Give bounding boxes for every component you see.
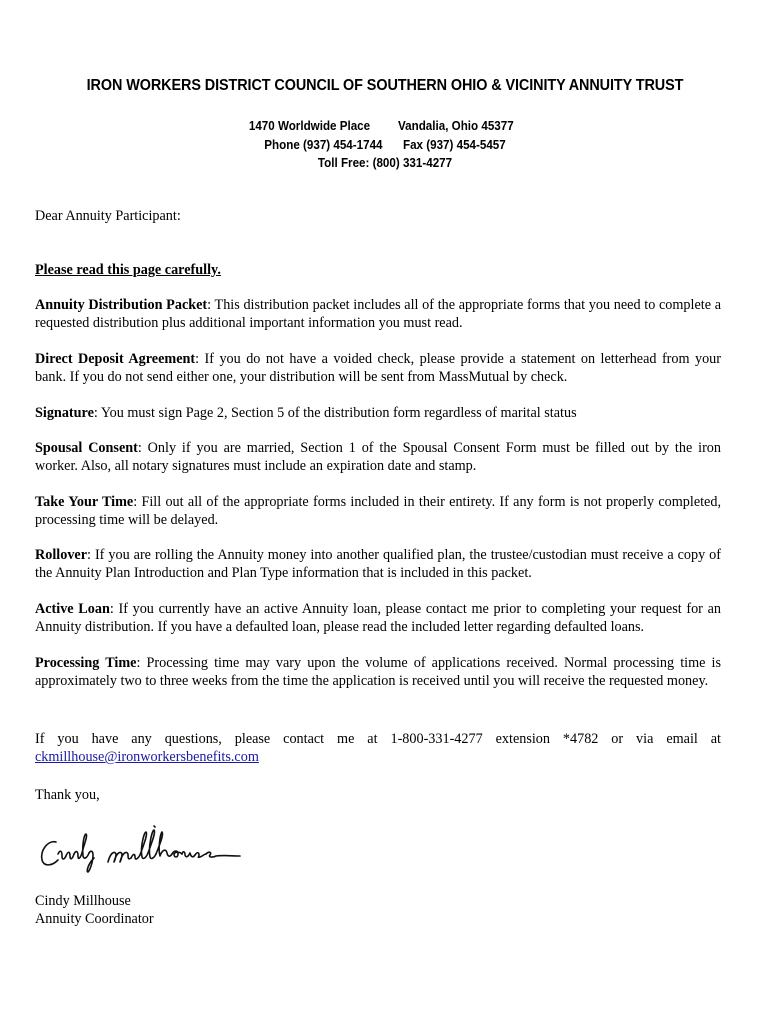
contact-paragraph	[35, 730, 721, 766]
greeting: Dear Annuity Participant:	[35, 208, 181, 224]
paragraph-text: : If you currently have an active Annuity loan, please contact me prior to completing your request for an Annuity distribution. If you have a defaulted loan, please read the included letter regarding defaulted loans.	[35, 601, 721, 635]
paragraph-take-your-time	[35, 493, 721, 529]
email-link[interactable]: ckmillhouse@ironworkersbenefits.com	[35, 749, 259, 765]
paragraph-active-loan	[35, 600, 721, 636]
paragraph-text: : This distribution packet includes all of the appropriate forms that you need to complete a requested distribution plus additional important information you must read.	[35, 297, 721, 331]
paragraph-term: Spousal Consent	[35, 440, 138, 456]
paragraph-text: : If you do not have a voided check, please provide a statement on letterhead from your bank. If you do not send either one, your distribution will be sent from MassMutual by check.	[35, 351, 721, 385]
closing: Thank you,	[35, 787, 100, 803]
fax-number: Fax (937) 454-5457	[402, 138, 506, 152]
paragraph-term: Take Your Time	[35, 494, 134, 510]
paragraph-spousal-consent	[35, 439, 721, 475]
paragraph-term: Rollover	[35, 547, 88, 563]
paragraph-text: : If you are rolling the Annuity money into another qualified plan, the trustee/custodian must receive a copy of the Annuity Plan Introduction and Plan Type information that is included in this packet.	[35, 547, 721, 581]
trust-title: IRON WORKERS DISTRICT COUNCIL OF SOUTHERN OHIO & VICINITY ANNUITY TRUST	[86, 77, 684, 94]
city-address: Vandalia, Ohio 45377	[398, 119, 514, 133]
paragraph-text: : Only if you are married, Section 1 of the Spousal Consent Form must be filled out by the iron worker. Also, all notary signatures must include an expiration date and stamp.	[35, 440, 721, 474]
paragraph-direct-deposit	[35, 350, 721, 386]
paragraph-text: : You must sign Page 2, Section 5 of the distribution form regardless of marital status	[93, 405, 577, 421]
paragraph-text: : Processing time may vary upon the volume of applications received. Normal processing time is approximately two to three weeks from the time the application is received until you will receive the requested money.	[35, 655, 721, 689]
paragraph-term: Processing Time	[35, 655, 137, 671]
paragraph-term: Direct Deposit Agreement	[35, 351, 196, 367]
paragraph-distribution-packet	[35, 296, 721, 332]
paragraph-processing-time	[35, 654, 721, 690]
paragraph-term: Signature	[35, 405, 94, 421]
phone-number: Phone (937) 454-1744	[264, 138, 383, 152]
street-address: 1470 Worldwide Place	[248, 119, 371, 133]
paragraph-text: : Fill out all of the appropriate forms included in their entirety. If any form is not properly completed, processing time will be delayed.	[35, 494, 721, 528]
handwritten-signature	[36, 820, 246, 878]
signer-name: Cindy Millhouse	[35, 893, 131, 909]
paragraph-term: Annuity Distribution Packet	[35, 297, 208, 313]
read-carefully-heading: Please read this page carefully.	[35, 262, 221, 278]
paragraph-term: Active Loan	[35, 601, 110, 617]
contact-text: If you have any questions, please contact me at 1-800-331-4277 extension *4782 or via email at	[35, 731, 721, 747]
paragraph-signature	[35, 404, 721, 422]
contact-line	[27, 138, 743, 152]
address-line	[27, 119, 743, 133]
toll-free-number: Toll Free: (800) 331-4277	[317, 156, 453, 170]
signer-title: Annuity Coordinator	[35, 911, 154, 927]
paragraph-rollover	[35, 546, 721, 582]
